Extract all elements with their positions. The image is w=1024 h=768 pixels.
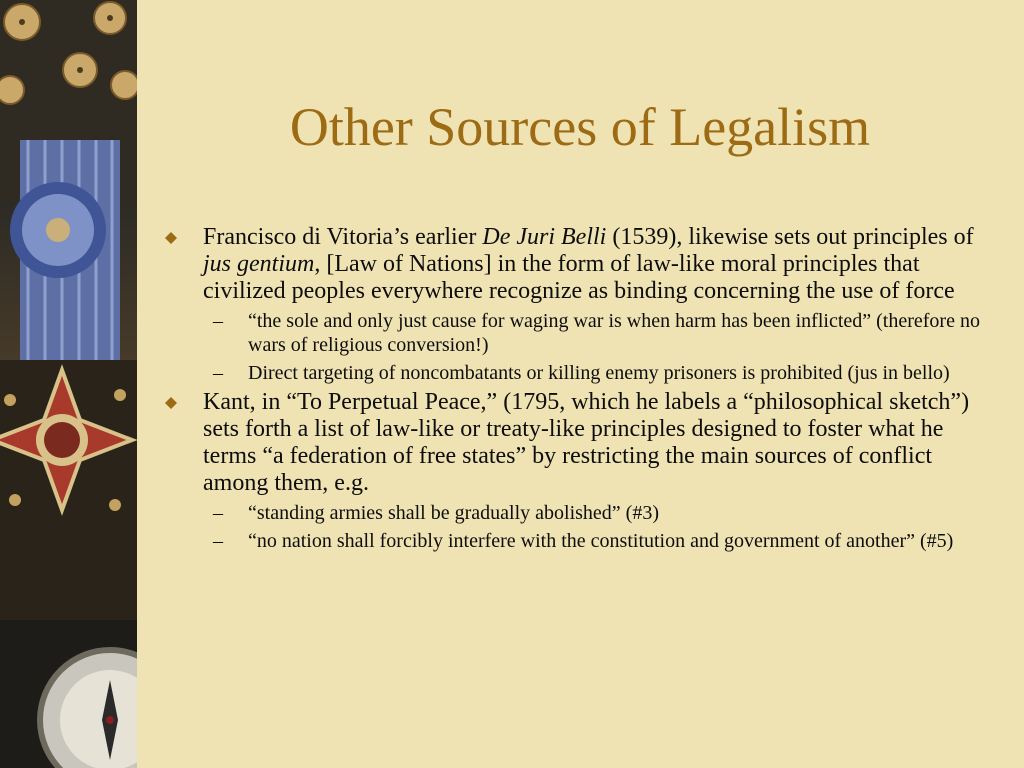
- sub-bullet-text: “standing armies shall be gradually abolished” (#3): [248, 502, 659, 524]
- bullet-text: Francisco di Vitoria’s earlier: [203, 224, 483, 250]
- diamond-bullet-icon: [165, 232, 177, 244]
- sub-bullet-item: [165, 529, 995, 553]
- bullet-item: [165, 224, 995, 305]
- bullet-text: , [Law of Nations] in the form of law-like moral principles that civilized peoples everywhere recognize as binding concerning the use of force: [203, 251, 955, 304]
- decorative-photo-strip: [0, 0, 137, 768]
- dash-marker: –: [213, 310, 223, 332]
- sub-bullet-text: “no nation shall forcibly interfere with the constitution and government of another” (#5): [248, 530, 954, 552]
- bullet-item: [165, 389, 995, 497]
- diamond-bullet-icon: [165, 397, 177, 409]
- slide-title: Other Sources of Legalism: [289, 97, 871, 157]
- sub-bullet-item: [165, 361, 995, 385]
- slide-body: [165, 224, 995, 557]
- italic-title-text: De Juri Belli: [482, 224, 607, 250]
- sub-bullet-text: Direct targeting of noncombatants or killing enemy prisoners is prohibited (jus in bello): [248, 362, 950, 384]
- sub-bullet-item: [165, 501, 995, 525]
- bullet-text: (1539), likewise sets out principles of: [606, 224, 974, 250]
- sub-bullet-text: “the sole and only just cause for waging war is when harm has been inflicted” (therefore no wars of religious conversion!): [248, 310, 980, 356]
- dash-marker: –: [213, 502, 223, 524]
- medals-compass-illustration: [0, 0, 137, 768]
- sub-bullet-item: [165, 309, 995, 357]
- dash-marker: –: [213, 530, 223, 552]
- italic-title-text: jus gentium: [203, 251, 315, 277]
- bullet-text: Kant, in “To Perpetual Peace,” (1795, which he labels a “philosophical sketch”) sets forth a list of law-like or treaty-like principles designed to foster what he terms “a federation of free states” by restricting the main sources of conflict among them, e.g.: [203, 389, 970, 496]
- dash-marker: –: [213, 362, 223, 384]
